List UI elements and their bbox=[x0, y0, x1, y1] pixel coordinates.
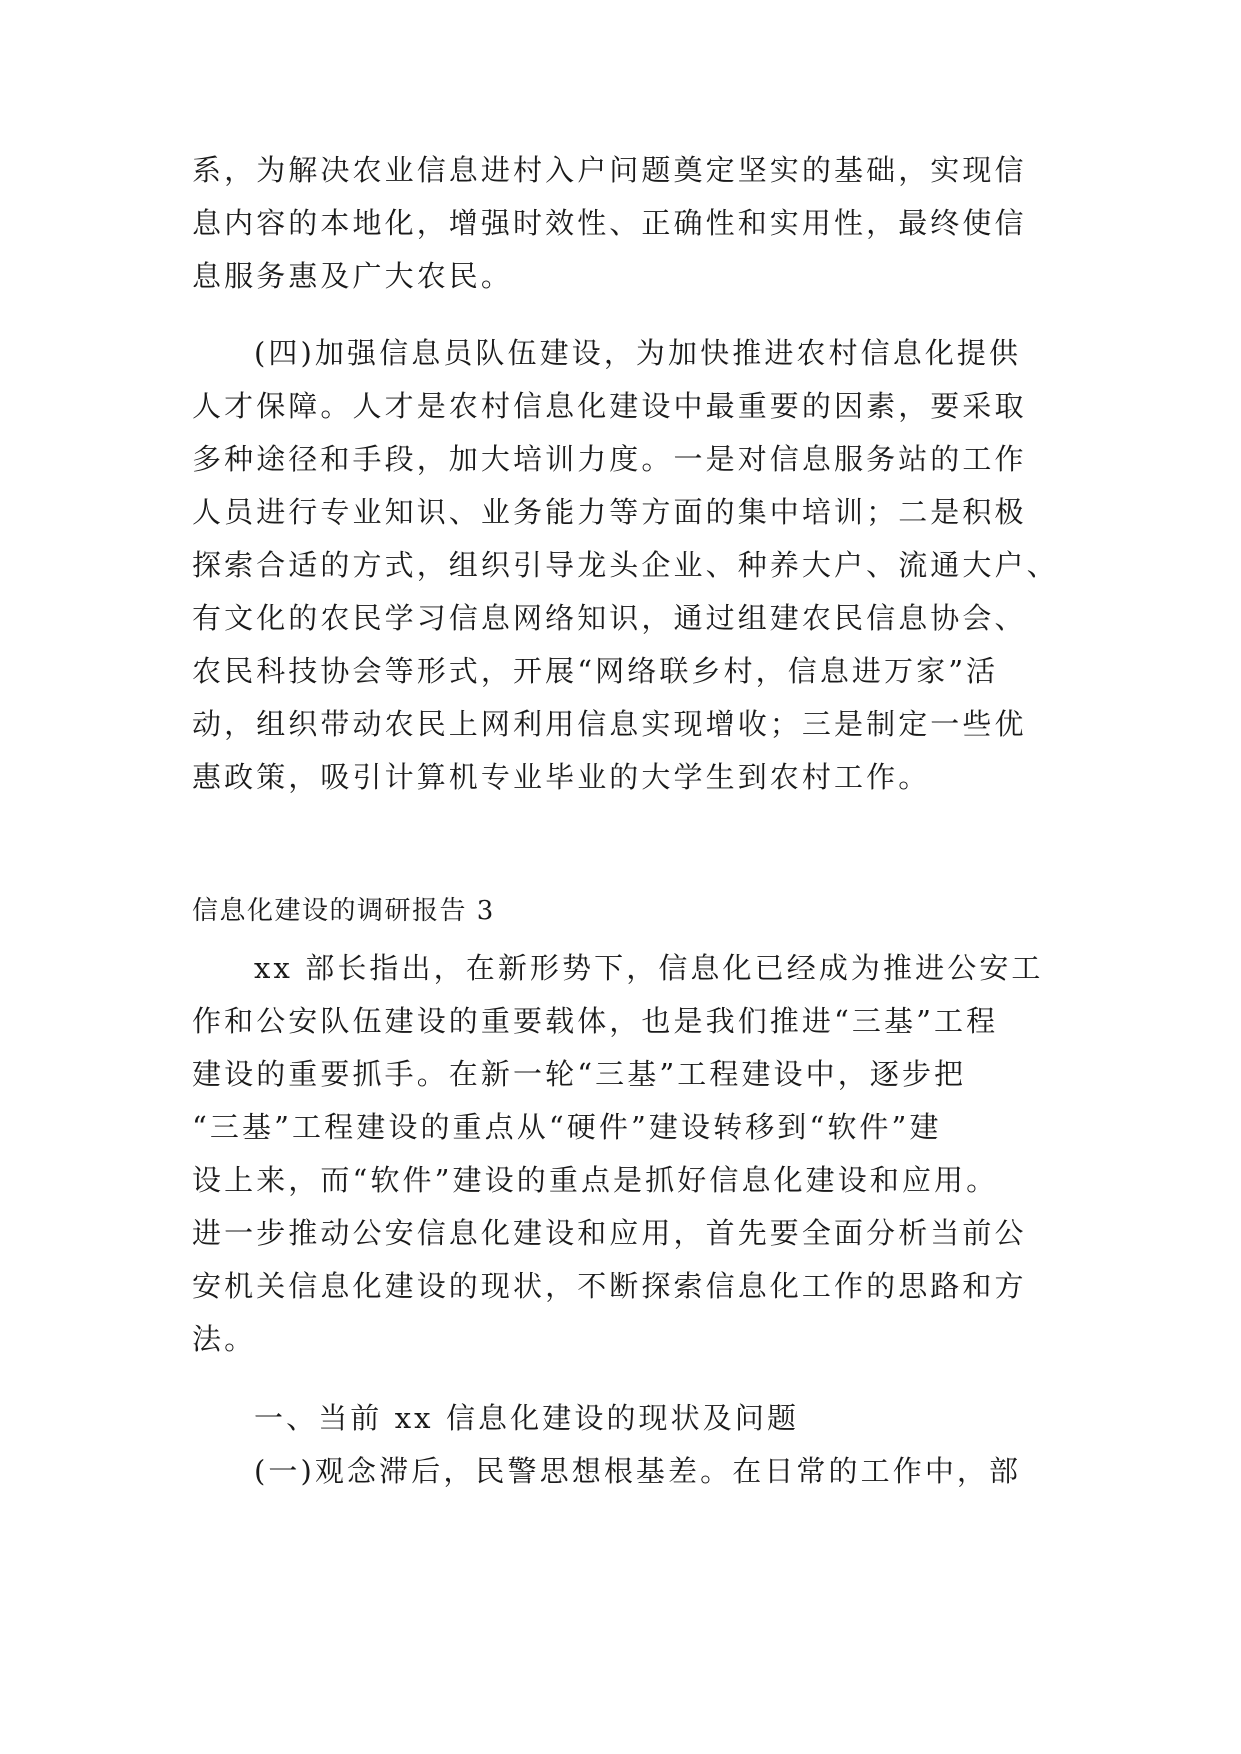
paragraph-line: 法。 bbox=[192, 1322, 257, 1356]
paragraph-line: 作和公安队伍建设的重要载体，也是我们推进“三基”工程 bbox=[192, 1004, 999, 1038]
paragraph-line: (四)加强信息员队伍建设，为加快推进农村信息化提供 bbox=[254, 336, 1022, 370]
paragraph-line: 探索合适的方式，组织引导龙头企业、种养大户、流通大户、 bbox=[192, 548, 1059, 582]
paragraph-line: xx 部长指出，在新形势下，信息化已经成为推进公安工 bbox=[254, 951, 1044, 985]
paragraph-line: “三基”工程建设的重点从“硬件”建设转移到“软件”建 bbox=[192, 1110, 942, 1144]
paragraph-line: 动，组织带动农民上网利用信息实现增收；三是制定一些优 bbox=[192, 707, 1027, 741]
paragraph-line: 多种途径和手段，加大培训力度。一是对信息服务站的工作 bbox=[192, 442, 1027, 476]
subsection-heading: 一、当前 xx 信息化建设的现状及问题 bbox=[254, 1401, 800, 1435]
paragraph-line: 人员进行专业知识、业务能力等方面的集中培训；二是积极 bbox=[192, 495, 1027, 529]
paragraph-line: 惠政策，吸引计算机专业毕业的大学生到农村工作。 bbox=[192, 760, 931, 794]
paragraph-line: 安机关信息化建设的现状，不断探索信息化工作的思路和方 bbox=[192, 1269, 1027, 1303]
paragraph-line: (一)观念滞后，民警思想根基差。在日常的工作中，部 bbox=[254, 1454, 1022, 1488]
paragraph-line: 设上来，而“软件”建设的重点是抓好信息化建设和应用。 bbox=[192, 1163, 999, 1197]
paragraph-line: 息服务惠及广大农民。 bbox=[192, 259, 514, 293]
paragraph-line: 进一步推动公安信息化建设和应用，首先要全面分析当前公 bbox=[192, 1216, 1027, 1250]
paragraph-line: 有文化的农民学习信息网络知识，通过组建农民信息协会、 bbox=[192, 601, 1027, 635]
section-heading: 信息化建设的调研报告 3 bbox=[192, 896, 495, 926]
paragraph-line: 农民科技协会等形式，开展“网络联乡村，信息进万家”活 bbox=[192, 654, 999, 688]
paragraph-line: 建设的重要抓手。在新一轮“三基”工程建设中，逐步把 bbox=[192, 1057, 967, 1091]
paragraph-line: 息内容的本地化，增强时效性、正确性和实用性，最终使信 bbox=[192, 206, 1027, 240]
paragraph-line: 人才保障。人才是农村信息化建设中最重要的因素，要采取 bbox=[192, 389, 1027, 423]
paragraph-line: 系，为解决农业信息进村入户问题奠定坚实的基础，实现信 bbox=[192, 153, 1027, 187]
